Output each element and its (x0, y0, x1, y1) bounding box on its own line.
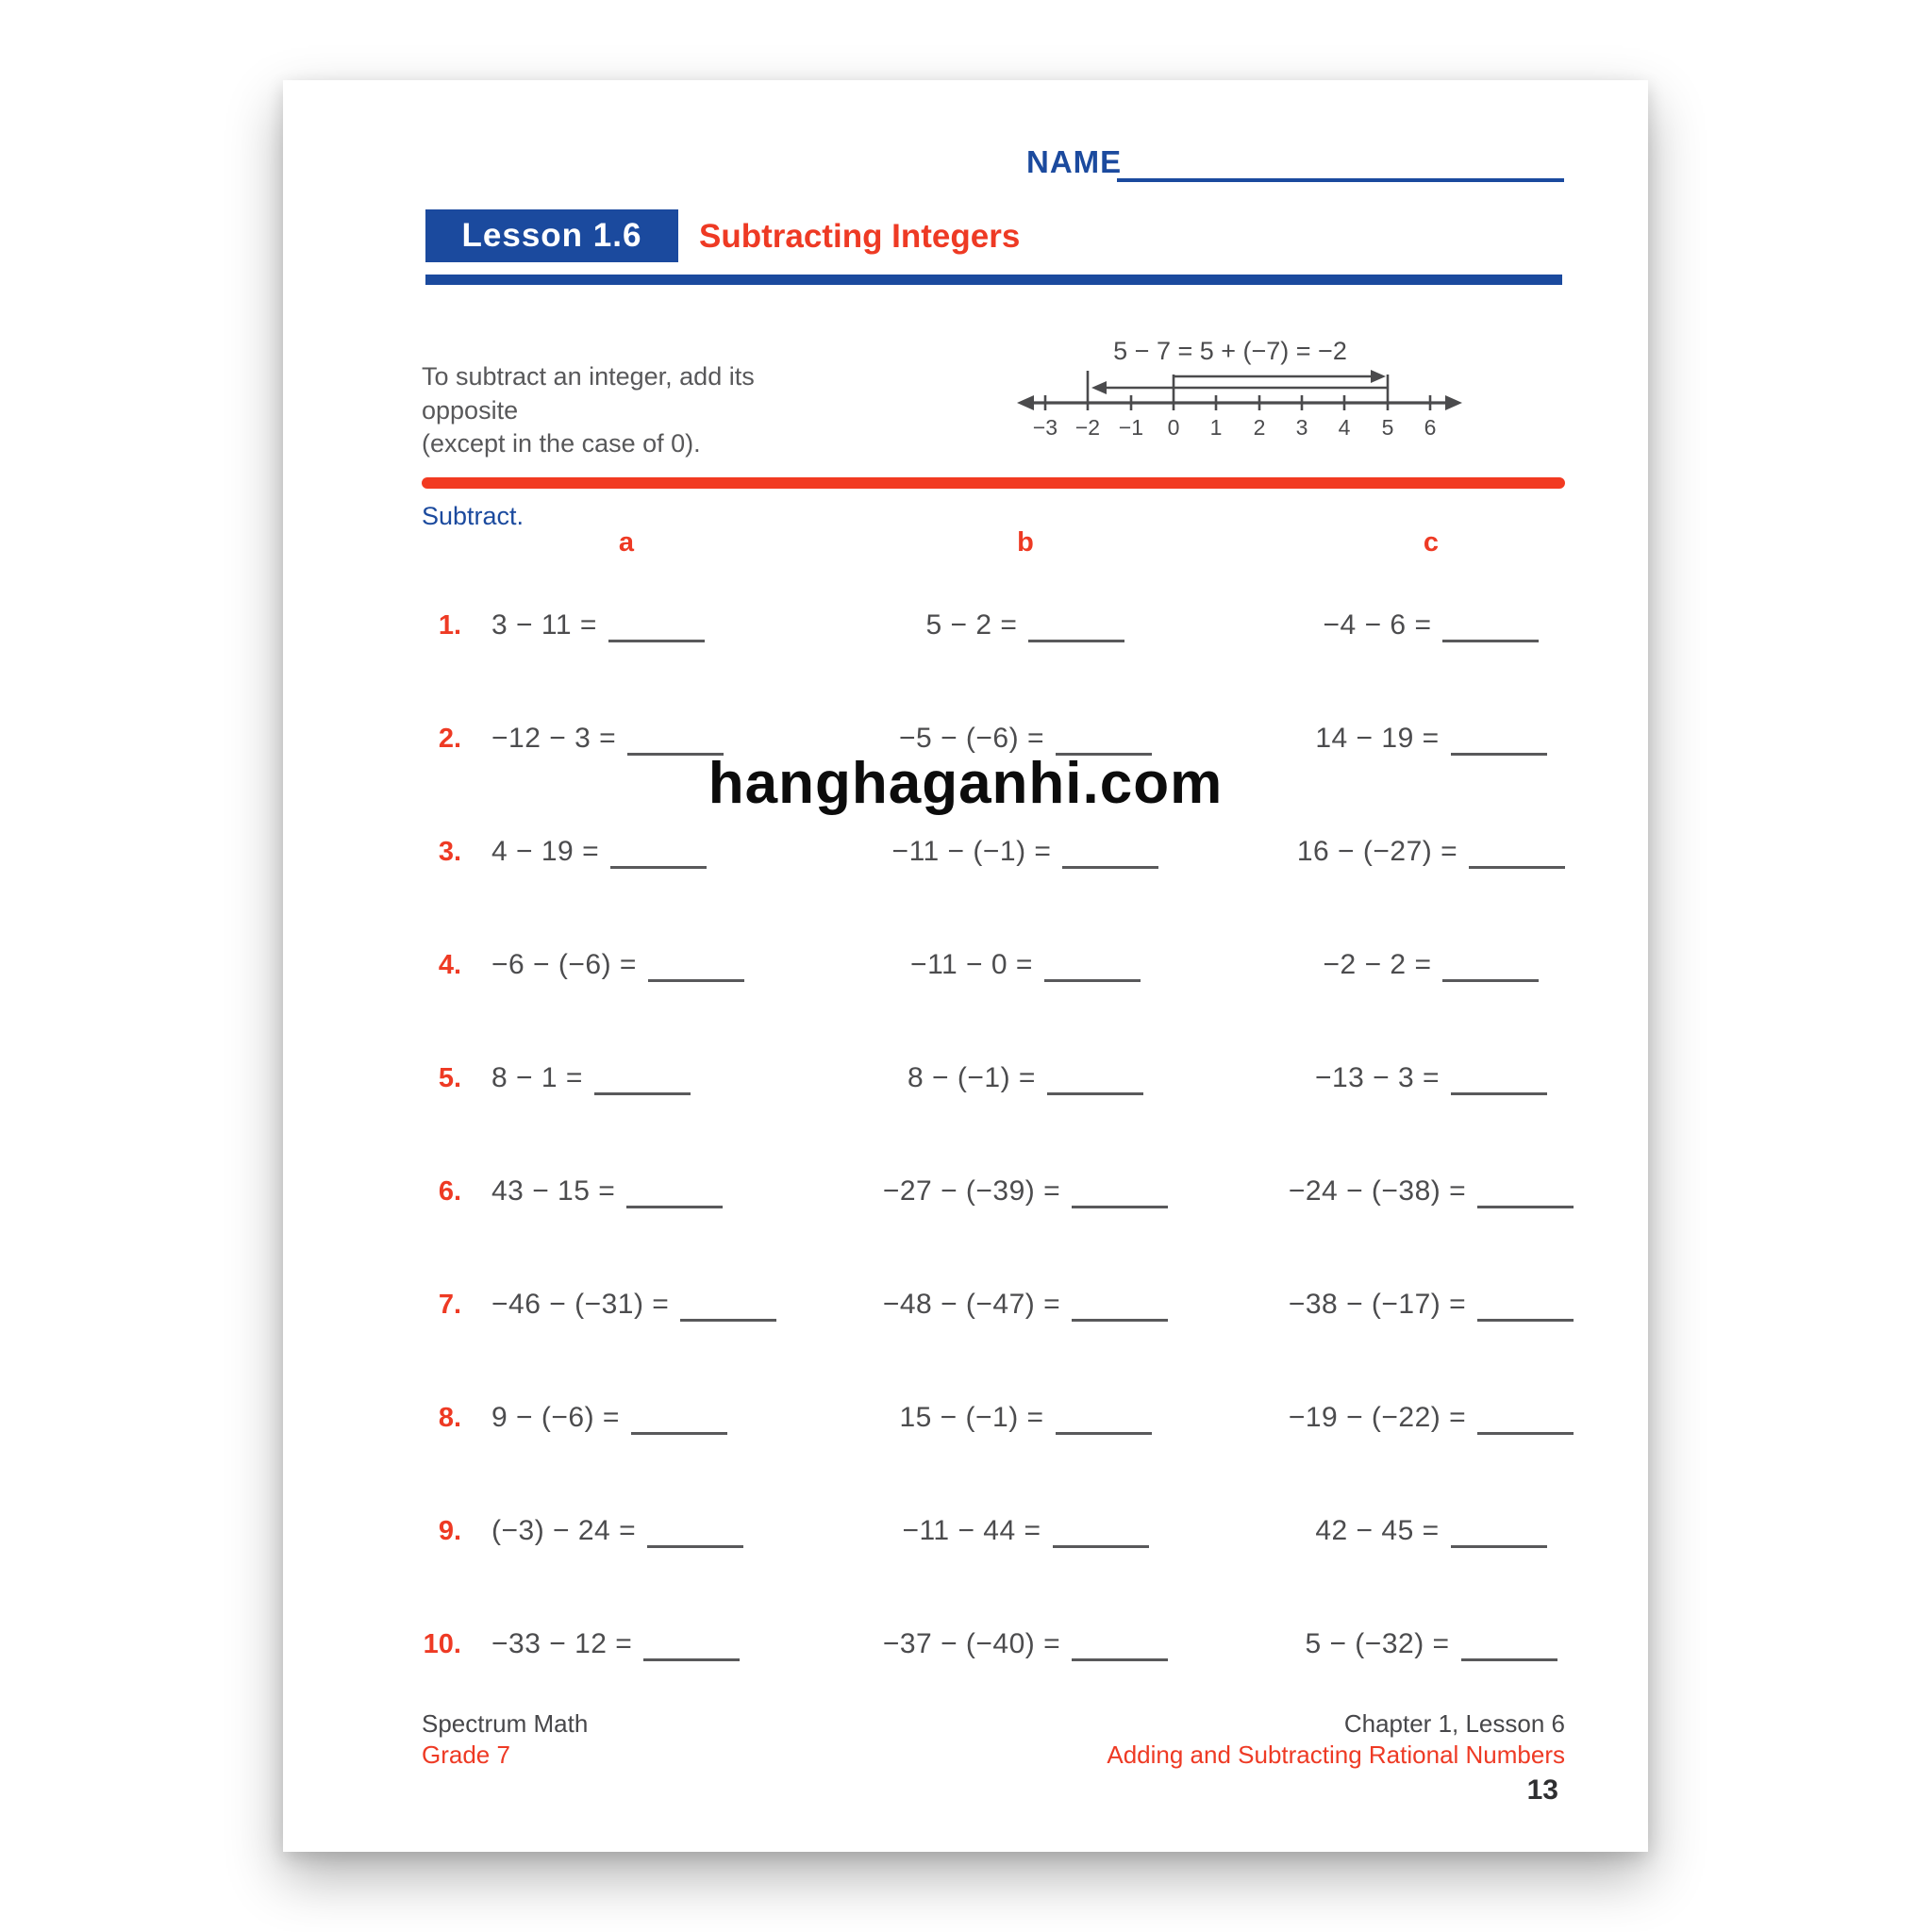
answer-blank (1442, 627, 1539, 642)
section-rule-divider (422, 477, 1565, 489)
problem-expression: −37 − (−40) = (882, 1628, 1061, 1659)
tick-label: −3 (1032, 415, 1058, 440)
lesson-title: Subtracting Integers (699, 218, 1021, 255)
column-header-row (422, 524, 1644, 561)
example-equation: 5 − 7 = 5 + (−7) = −2 (1113, 337, 1347, 365)
problem-expression: 9 − (−6) = (491, 1402, 620, 1433)
problem-expression: 8 − (−1) = (908, 1062, 1036, 1093)
name-label: NAME (1026, 144, 1123, 179)
series-name: Spectrum Math (422, 1709, 589, 1738)
header-rule-divider (425, 275, 1562, 285)
answer-blank (594, 1080, 691, 1095)
problem-expression: −48 − (−47) = (882, 1289, 1061, 1320)
problem-row (422, 1474, 1644, 1588)
problem-expression: 4 − 19 = (491, 836, 600, 867)
row-number: 5. (438, 1062, 461, 1093)
answer-blank (1028, 627, 1124, 642)
problem-expression: −5 − (−6) = (899, 723, 1044, 754)
row-number: 2. (438, 723, 461, 754)
problem-row (422, 1248, 1644, 1361)
problem-row (422, 1135, 1644, 1248)
answer-blank (610, 854, 707, 869)
answer-blank (1442, 967, 1539, 982)
tick-label: 4 (1338, 415, 1351, 440)
problem-expression: (−3) − 24 = (491, 1515, 637, 1546)
answer-blank (648, 967, 744, 982)
instruction-text (422, 360, 846, 461)
problem-expression: 8 − 1 = (491, 1062, 583, 1093)
problem-expression: 43 − 15 = (491, 1175, 616, 1207)
problem-expression: 16 − (−27) = (1296, 836, 1458, 867)
answer-blank (1053, 1533, 1149, 1548)
answer-blank (1477, 1420, 1574, 1435)
tick-label: −1 (1118, 415, 1144, 440)
column-letter-a: a (618, 526, 635, 558)
problem-expression: 14 − 19 = (1315, 723, 1440, 754)
section-title: Adding and Subtracting Rational Numbers (1107, 1740, 1565, 1770)
answer-blank (1072, 1193, 1168, 1208)
answer-blank (1044, 967, 1141, 982)
answer-blank (1451, 1080, 1547, 1095)
problem-expression: −4 − 6 = (1323, 609, 1432, 641)
problem-expression: 42 − 45 = (1315, 1515, 1440, 1546)
answer-blank (680, 1307, 776, 1322)
problem-row (422, 1588, 1644, 1701)
problem-row (422, 908, 1644, 1022)
footer-right (1107, 1708, 1565, 1772)
lesson-badge: Lesson 1.6 (425, 209, 678, 262)
answer-blank (1047, 1080, 1143, 1095)
answer-blank (1062, 854, 1158, 869)
problem-expression: −13 − 3 = (1314, 1062, 1441, 1093)
tick-label: −2 (1074, 415, 1101, 440)
problem-expression: −19 − (−22) = (1288, 1402, 1467, 1433)
column-letter-c: c (1423, 526, 1440, 558)
column-letter-b: b (1017, 526, 1034, 558)
answer-blank (1072, 1307, 1168, 1322)
problem-expression: −46 − (−31) = (491, 1289, 670, 1320)
problem-expression: −38 − (−17) = (1288, 1289, 1467, 1320)
directions-label: Subtract. (422, 502, 525, 530)
row-number: 1. (438, 609, 461, 641)
row-number: 3. (438, 836, 461, 867)
tick-label: 1 (1209, 415, 1223, 440)
chapter-label: Chapter 1, Lesson 6 (1343, 1709, 1565, 1738)
answer-blank (643, 1646, 740, 1661)
answer-blank (1451, 1533, 1547, 1548)
grade-label: Grade 7 (422, 1740, 510, 1770)
problem-expression: −2 − 2 = (1323, 949, 1432, 980)
answer-blank (1072, 1646, 1168, 1661)
problem-expression: −11 − 0 = (910, 949, 1033, 980)
problem-expression: −33 − 12 = (491, 1628, 633, 1659)
problem-expression: −11 − 44 = (902, 1515, 1041, 1546)
row-number: 7. (438, 1289, 461, 1320)
answer-blank (1056, 1420, 1152, 1435)
problem-rows (422, 569, 1644, 1701)
row-number: 8. (438, 1402, 461, 1433)
watermark-text: hanghaganhi.com (708, 751, 1224, 816)
problem-expression: 5 − 2 = (925, 609, 1018, 641)
row-number: 4. (438, 949, 461, 980)
row-number: 9. (438, 1515, 461, 1546)
problem-expression: −12 − 3 = (491, 723, 617, 754)
problem-expression: −11 − (−1) = (891, 836, 1052, 867)
answer-blank (1469, 854, 1565, 869)
problem-row (422, 1022, 1644, 1135)
answer-blank (1461, 1646, 1557, 1661)
problem-expression: 5 − (−32) = (1305, 1628, 1450, 1659)
row-number: 10. (423, 1628, 461, 1659)
problem-grid (422, 524, 1644, 1701)
tick-label: 5 (1381, 415, 1394, 440)
numberline-axis (1017, 395, 1462, 410)
problem-expression: 3 − 11 = (491, 609, 597, 641)
tick-label: 3 (1295, 415, 1308, 440)
problem-expression: −27 − (−39) = (882, 1175, 1061, 1207)
problem-row (422, 569, 1644, 682)
problem-expression: 15 − (−1) = (899, 1402, 1044, 1433)
numberline-figure (1011, 327, 1468, 444)
row-number: 6. (438, 1175, 461, 1207)
tick-label: 2 (1253, 415, 1266, 440)
name-underline (1117, 150, 1564, 182)
answer-blank (608, 627, 705, 642)
tick-label: 0 (1167, 415, 1180, 440)
footer-left (422, 1708, 588, 1772)
instruction-line-2: (except in the case of 0). (422, 429, 701, 458)
answer-blank (631, 1420, 727, 1435)
page-number: 13 (1526, 1774, 1558, 1806)
tick-label: 6 (1424, 415, 1437, 440)
problem-row (422, 1361, 1644, 1474)
numberline-tick-labels (1033, 415, 1437, 440)
answer-blank (1477, 1307, 1574, 1322)
answer-blank (1477, 1193, 1574, 1208)
answer-blank (647, 1533, 743, 1548)
problem-expression: −24 − (−38) = (1288, 1175, 1467, 1207)
worksheet-page (283, 80, 1648, 1852)
problem-expression: −6 − (−6) = (491, 949, 637, 980)
instruction-line-1: To subtract an integer, add its opposite (422, 362, 755, 425)
answer-blank (626, 1193, 723, 1208)
